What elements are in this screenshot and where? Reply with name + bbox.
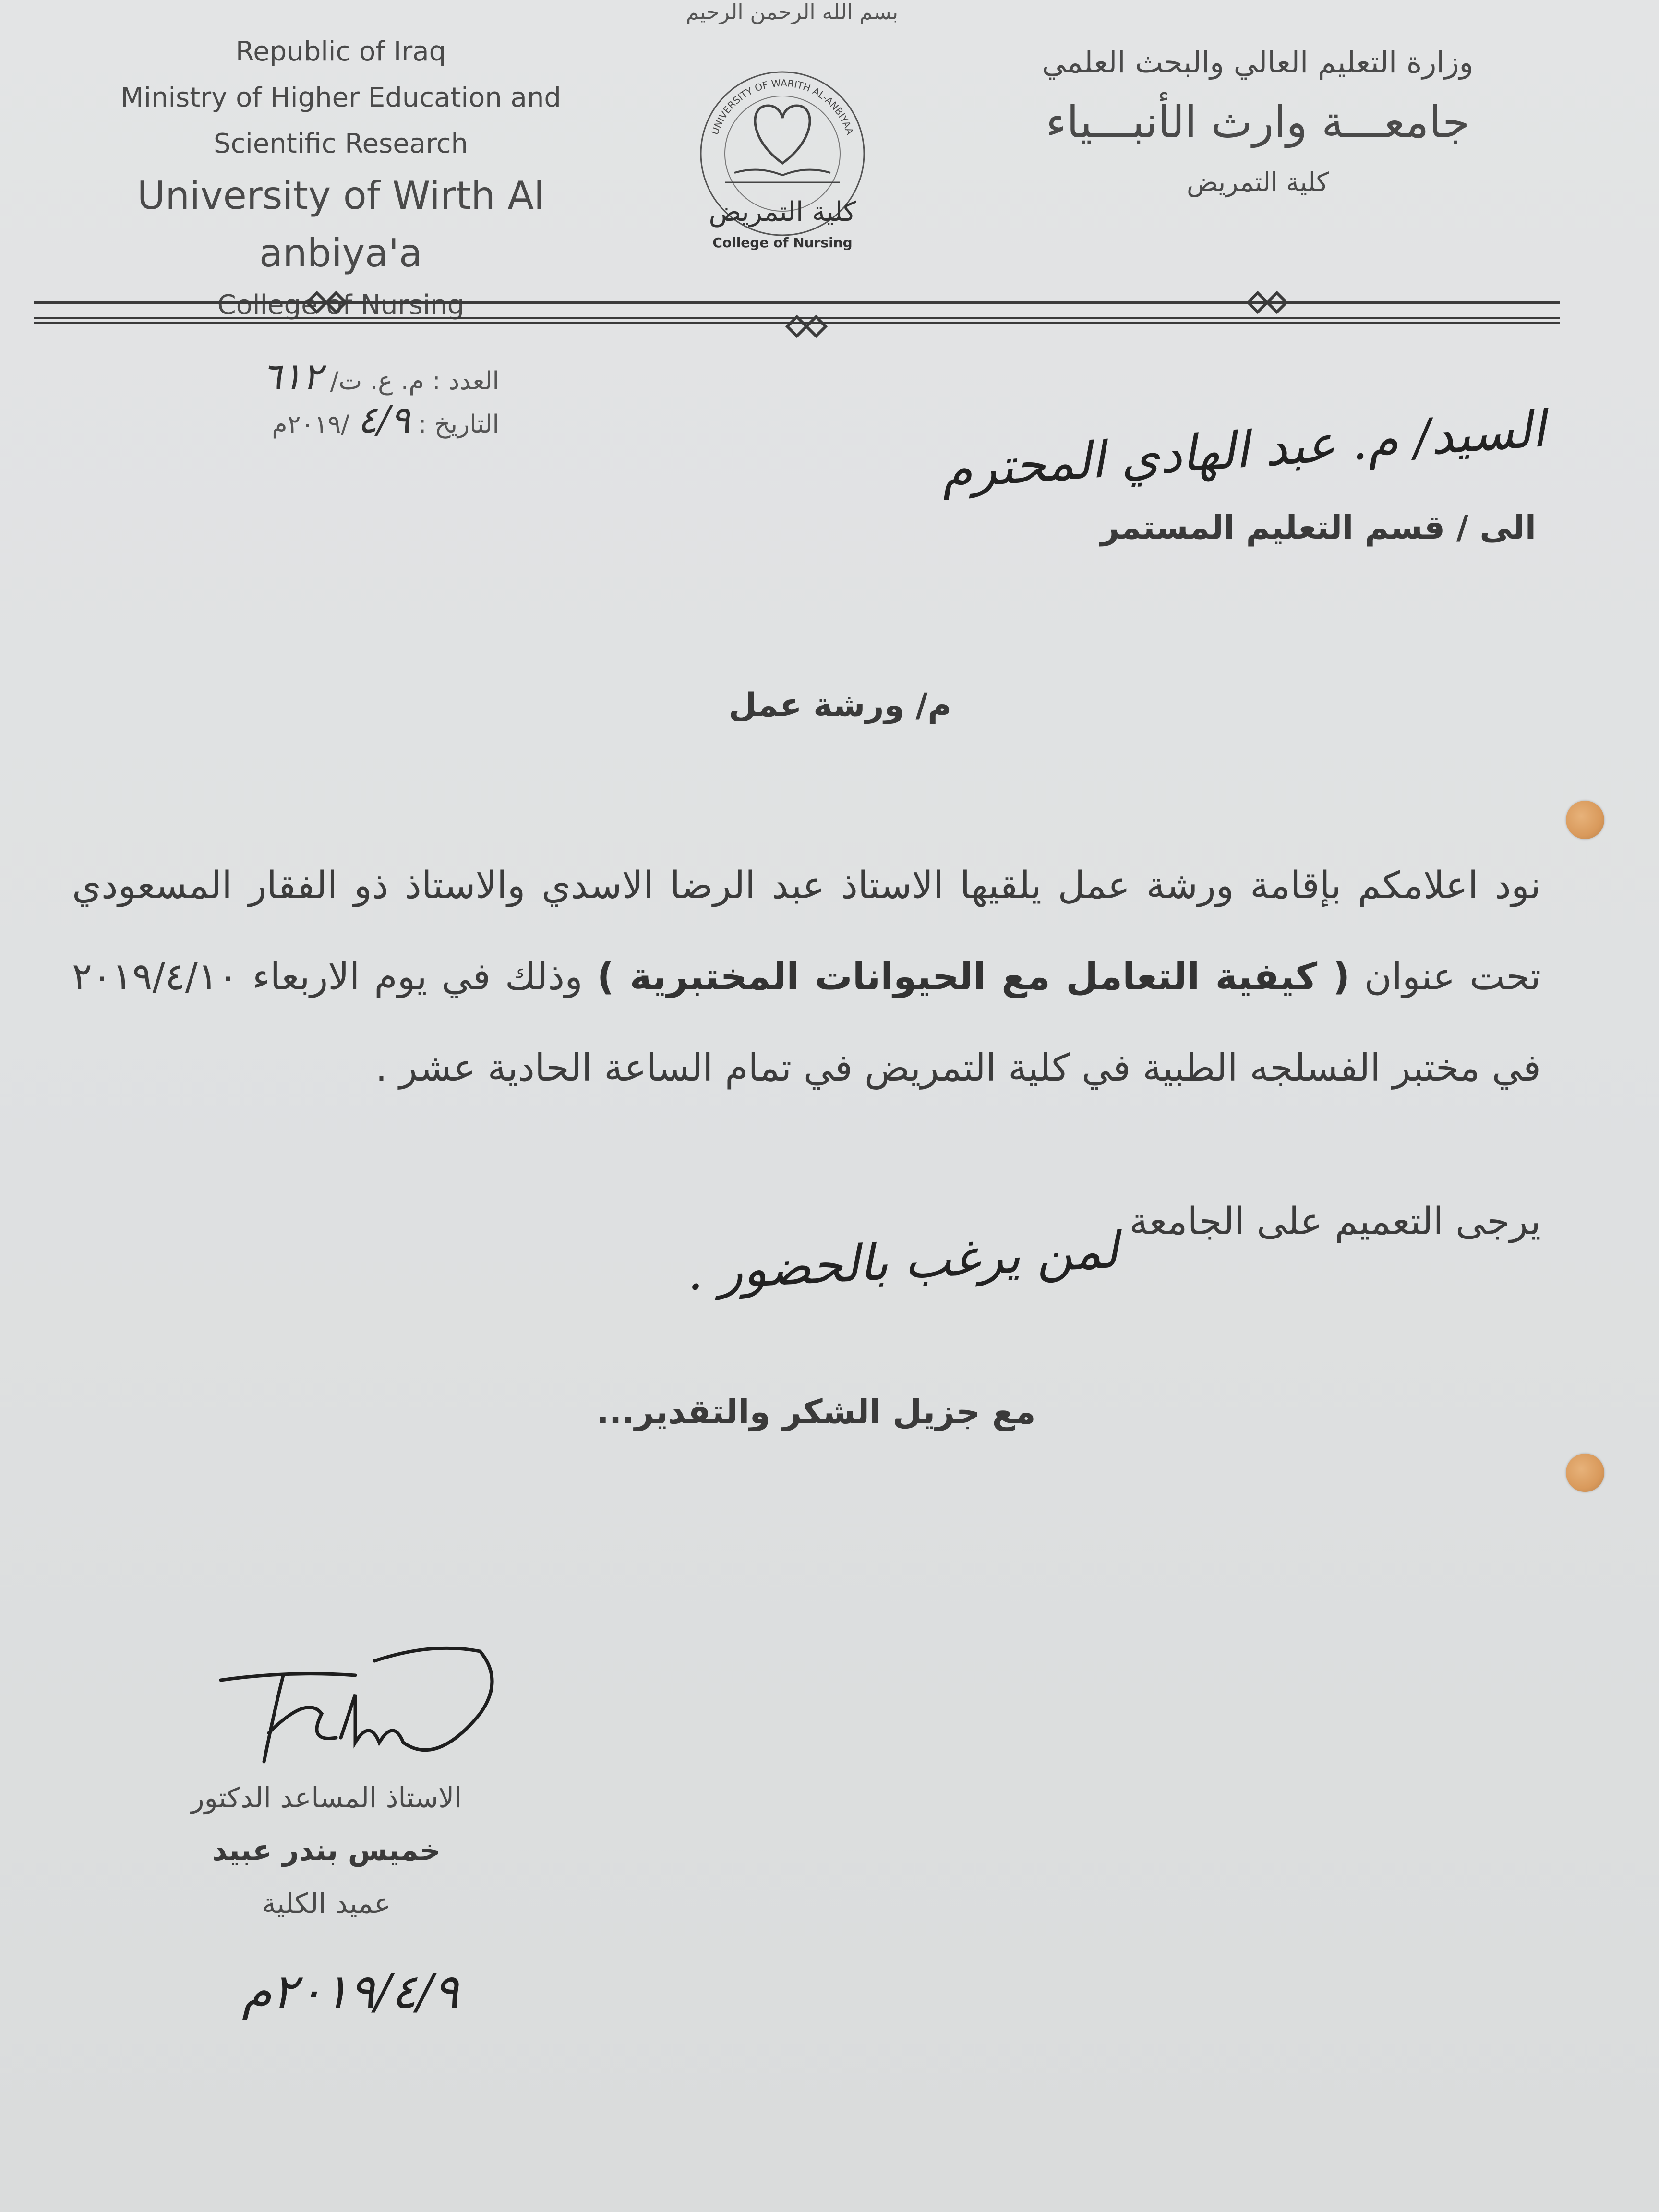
reference-date: التاريخ : ٤/٩ /٢٠١٩م <box>272 398 499 442</box>
punch-hole <box>1566 801 1604 839</box>
heart-icon <box>755 106 810 163</box>
arabic-header <box>1037 38 1479 206</box>
english-header <box>58 29 624 328</box>
header-divider <box>34 288 1560 341</box>
ornament-center-icon <box>787 317 826 336</box>
arabic-header-ministry: وزارة التعليم العالي والبحث العلمي <box>1042 45 1474 80</box>
signatory-position: عميد الكلية <box>262 1887 391 1920</box>
signature-icon <box>211 1642 523 1776</box>
signature-date-handwritten: ٢٠١٩/٤/٩م <box>242 1963 459 2020</box>
workshop-title: ( كيفية التعامل مع الحيوانات المختبرية ) <box>597 955 1350 998</box>
logo-english-text: College of Nursing <box>712 235 853 251</box>
english-header-university: University of Wirth Al anbiya'a <box>137 173 545 276</box>
logo-arabic-text: كلية التمريض <box>709 196 856 228</box>
circulation-line: يرجى التعميم على الجامعة <box>1129 1200 1541 1243</box>
open-book-icon <box>734 170 830 175</box>
signatory-block <box>158 1771 494 1930</box>
reference-number: العدد : م. ع. ت/ ٦١٢ <box>262 355 499 398</box>
reference-number-handwritten: ٦١٢ <box>262 355 323 398</box>
arabic-header-university: جامعـــة وارث الأنبـــياء <box>1046 96 1470 148</box>
letter-subject: م/ ورشة عمل <box>728 686 952 724</box>
college-logo <box>691 62 874 264</box>
english-header-country: Republic of Iraq <box>235 36 446 67</box>
recipient-line: الى / قسم التعليم المستمر <box>1100 509 1536 547</box>
circulation-handwritten: لمن يرغب بالحضور . <box>685 1220 1120 1302</box>
signatory-name: خميس بندر عبيد <box>212 1834 441 1867</box>
english-header-ministry-2: Scientific Research <box>213 128 469 159</box>
logo-ring-text: UNIVERSITY OF WARITH AL-ANBIYAA <box>709 77 856 136</box>
english-header-college: College of Nursing <box>217 289 465 321</box>
english-header-ministry: Ministry of Higher Education and <box>120 82 561 113</box>
recipient-handwritten: السيد/ م. عبد الهادي المحترم <box>939 399 1547 500</box>
arabic-header-college: كلية التمريض <box>1187 167 1329 197</box>
basmala: بسم الله الرحمن الرحيم <box>685 0 899 24</box>
punch-hole <box>1566 1454 1604 1492</box>
reference-date-handwritten: ٤/٩ <box>357 398 410 442</box>
closing-line: مع جزيل الشكر والتقدير... <box>596 1392 1036 1431</box>
signatory-title: الاستاذ المساعد الدكتور <box>191 1781 462 1814</box>
letter-body: نود اعلامكم بإقامة ورشة عمل يلقيها الاستاذ عبد الرضا الاسدي والاستاذ ذو الفقار المسعودي تحت عنوان ( كيفية التعامل مع الحيوانات المختبرية ) وذلك في يوم الاربعاء ٢٠١٩/٤/١٠ في مختبر الفسلجه الطبية في كلية التمريض في تمام الساعة الحادية عشر . <box>72 864 1541 1090</box>
